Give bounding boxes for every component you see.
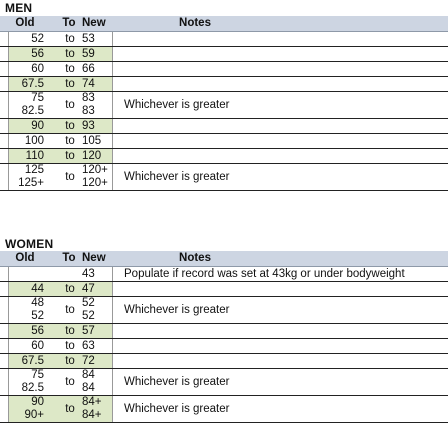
cell-old-second: 52 [31, 310, 44, 322]
cell-to: to [65, 376, 75, 388]
cell-old-second: 82.5 [21, 105, 44, 117]
cell-new-second: 84 [82, 382, 95, 394]
cell-new-second: 52 [82, 310, 95, 322]
cell-old: 90 [31, 120, 44, 132]
table-row [0, 77, 448, 92]
cell-new: 84 [82, 369, 95, 381]
cell-old: 56 [31, 325, 44, 337]
header-new: New [82, 17, 106, 29]
cell-to: to [65, 355, 75, 367]
table-row [0, 267, 448, 282]
cell-new-second: 83 [82, 105, 95, 117]
cell-old: 110 [25, 150, 44, 162]
table-row [0, 47, 448, 62]
header-notes: Notes [179, 17, 211, 29]
header-new: New [82, 252, 106, 264]
table-row [0, 354, 448, 369]
table-row [0, 369, 448, 396]
cell-old: 56 [31, 48, 44, 60]
cell-new: 53 [82, 33, 95, 45]
cell-to: to [65, 150, 75, 162]
cell-new: 105 [82, 135, 102, 147]
table-row [0, 282, 448, 297]
cell-old: 48 [31, 297, 44, 309]
cell-new: 63 [82, 340, 95, 352]
cell-to: to [65, 63, 75, 75]
header-old: Old [15, 17, 35, 29]
table-row [0, 134, 448, 149]
cell-to: to [65, 171, 75, 183]
cell-to: to [65, 403, 75, 415]
cell-new-second: 120+ [82, 177, 108, 189]
cell-new: 57 [82, 325, 95, 337]
header-to: To [62, 17, 76, 29]
men-table-header [0, 16, 448, 32]
header-notes: Notes [179, 252, 211, 264]
cell-old-second: 125+ [18, 177, 44, 189]
table-row [0, 396, 448, 423]
men-section-title: MEN [5, 1, 33, 15]
cell-notes: Whichever is greater [124, 304, 230, 316]
cell-old: 100 [24, 135, 44, 147]
cell-old: 75 [31, 92, 44, 104]
cell-to: to [65, 340, 75, 352]
cell-to: to [65, 325, 75, 337]
cell-old: 90 [31, 396, 44, 408]
cell-to: to [65, 33, 75, 45]
cell-notes: Populate if record was set at 43kg or under bodyweight [124, 268, 405, 280]
women-section-title: WOMEN [5, 237, 54, 251]
cell-to: to [65, 99, 75, 111]
cell-new: 66 [82, 63, 95, 75]
table-row [0, 32, 448, 47]
cell-old: 67.5 [21, 78, 44, 90]
cell-old: 75 [31, 369, 44, 381]
cell-notes: Whichever is greater [124, 99, 230, 111]
table-row [0, 324, 448, 339]
cell-to: to [65, 120, 75, 132]
header-to: To [62, 252, 76, 264]
cell-new: 59 [82, 48, 95, 60]
table-row [0, 119, 448, 134]
cell-old-second: 82.5 [21, 382, 44, 394]
cell-to: to [65, 78, 75, 90]
cell-notes: Whichever is greater [124, 403, 230, 415]
cell-old: 60 [31, 63, 44, 75]
cell-old: 125 [24, 164, 44, 176]
cell-new: 83 [82, 92, 95, 104]
cell-new: 120+ [82, 164, 108, 176]
cell-new: 43 [82, 268, 95, 280]
cell-old: 67.5 [21, 355, 44, 367]
cell-old: 44 [31, 283, 44, 295]
cell-new: 93 [82, 120, 95, 132]
cell-new: 52 [82, 297, 95, 309]
cell-new-second: 84+ [82, 409, 102, 421]
cell-to: to [65, 283, 75, 295]
women-table-header [0, 251, 448, 267]
header-old: Old [15, 252, 35, 264]
cell-old-second: 90+ [24, 409, 44, 421]
cell-notes: Whichever is greater [124, 171, 230, 183]
cell-new: 47 [82, 283, 95, 295]
cell-new: 72 [82, 355, 95, 367]
cell-to: to [65, 135, 75, 147]
table-row [0, 339, 448, 354]
table-row [0, 92, 448, 119]
table-row [0, 62, 448, 77]
cell-new: 120 [82, 150, 102, 162]
table-row [0, 149, 448, 164]
cell-to: to [65, 48, 75, 60]
table-row [0, 297, 448, 324]
cell-new: 84+ [82, 396, 102, 408]
cell-old: 52 [31, 33, 44, 45]
cell-old: 60 [31, 340, 44, 352]
cell-new: 74 [82, 78, 95, 90]
cell-to: to [65, 304, 75, 316]
cell-notes: Whichever is greater [124, 376, 230, 388]
table-row [0, 164, 448, 191]
